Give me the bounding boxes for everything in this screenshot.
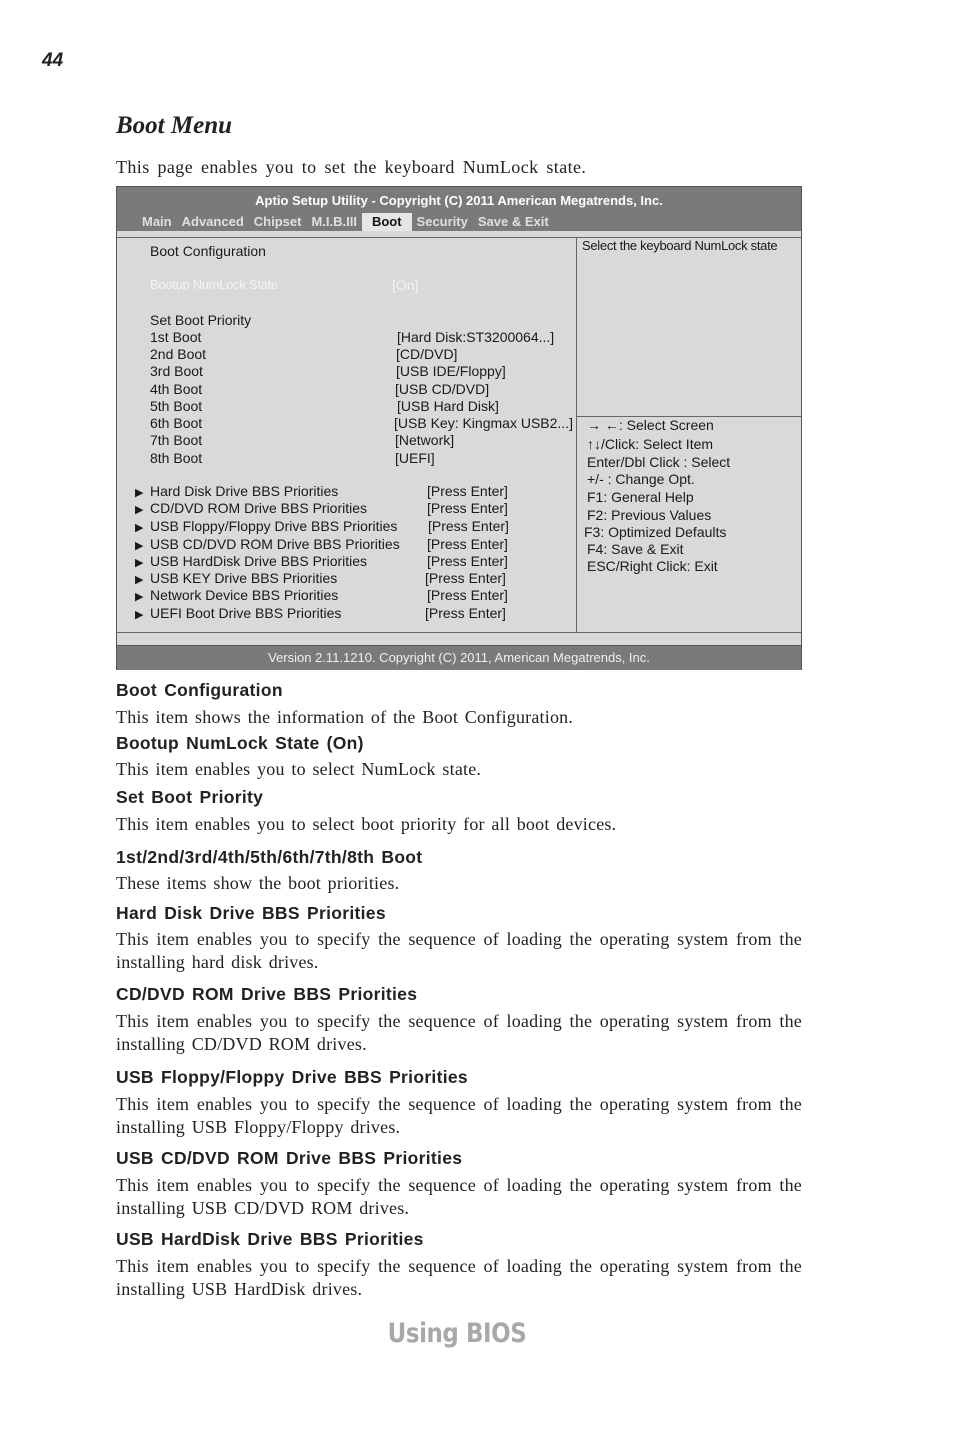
submenu-arrow-icon: ▶ <box>135 540 144 552</box>
tab-chipset[interactable]: Chipset <box>253 214 302 229</box>
tab-boot[interactable]: Boot <box>362 213 412 231</box>
tab-save-exit[interactable]: Save & Exit <box>477 214 549 229</box>
key-help-optimized-defaults: F3: Optimized Defaults <box>584 524 727 540</box>
key-help-previous-values: F2: Previous Values <box>587 507 712 523</box>
key-help-select-screen: → ←: Select Screen <box>587 417 714 433</box>
desc-body-usb-cddvd-bbs: This item enables you to specify the sequence of loading the operating system from the installing USB CD/DVD ROM drives. <box>116 1175 802 1218</box>
boot-order-value-5[interactable]: [USB Hard Disk] <box>397 398 499 414</box>
bbs-item-label-8[interactable]: UEFI Boot Drive BBS Priorities <box>150 605 342 621</box>
item-help-text: Select the keyboard NumLock state <box>582 238 778 253</box>
set-boot-priority-label: Set Boot Priority <box>150 312 252 328</box>
key-help-save-exit: F4: Save & Exit <box>587 541 684 557</box>
tab-main[interactable]: Main <box>142 214 172 229</box>
boot-order-value-3[interactable]: [USB IDE/Floppy] <box>396 363 506 379</box>
boot-order-label-4[interactable]: 4th Boot <box>150 381 203 397</box>
desc-heading-usb-cddvd-bbs: USB CD/DVD ROM Drive BBS Priorities <box>116 1148 463 1168</box>
boot-order-label-3[interactable]: 3rd Boot <box>150 363 203 379</box>
bbs-item-value-7[interactable]: [Press Enter] <box>427 587 508 603</box>
bbs-item-label-6[interactable]: USB KEY Drive BBS Priorities <box>150 570 338 586</box>
bbs-item-label-7[interactable]: Network Device BBS Priorities <box>150 587 339 603</box>
page-number: 44 <box>42 50 64 71</box>
key-help-exit: ESC/Right Click: Exit <box>587 558 718 574</box>
desc-heading-usb-hdd-bbs: USB HardDisk Drive BBS Priorities <box>116 1229 424 1249</box>
bbs-item-value-6[interactable]: [Press Enter] <box>425 570 506 586</box>
boot-configuration-label: Boot Configuration <box>150 243 266 259</box>
bbs-item-value-3[interactable]: [Press Enter] <box>428 518 509 534</box>
desc-heading-usb-floppy-bbs: USB Floppy/Floppy Drive BBS Priorities <box>116 1067 468 1087</box>
bios-vertical-divider <box>576 238 577 632</box>
tab-security[interactable]: Security <box>416 214 468 229</box>
desc-body-usb-floppy-bbs: This item enables you to specify the sequence of loading the operating system from the installing USB Floppy/Floppy drives. <box>116 1094 802 1137</box>
bios-version: Version 2.11.1210. Copyright (C) 2011, American Megatrends, Inc. <box>268 650 650 665</box>
desc-body-numlock: This item enables you to select NumLock state. <box>116 759 482 779</box>
bbs-item-value-8[interactable]: [Press Enter] <box>425 605 506 621</box>
boot-order-value-6[interactable]: [USB Key: Kingmax USB2...] <box>394 415 573 431</box>
key-help-select: Enter/Dbl Click : Select <box>587 454 731 470</box>
intro-text: This page enables you to set the keyboard NumLock state. <box>116 157 587 177</box>
tab-mib[interactable]: M.I.B.III <box>311 214 357 229</box>
desc-body-hdd-bbs: This item enables you to specify the sequence of loading the operating system from the installing hard disk drives. <box>116 929 802 972</box>
submenu-arrow-icon: ▶ <box>135 574 144 586</box>
bios-footer <box>117 645 801 670</box>
boot-order-label-8[interactable]: 8th Boot <box>150 450 203 466</box>
bios-screen <box>116 186 802 670</box>
footer-chapter-title: Using BIOS <box>387 1318 527 1349</box>
bbs-item-value-5[interactable]: [Press Enter] <box>427 553 508 569</box>
bios-tab-bar <box>137 213 554 231</box>
bbs-item-label-4[interactable]: USB CD/DVD ROM Drive BBS Priorities <box>150 536 400 552</box>
desc-heading-hdd-bbs: Hard Disk Drive BBS Priorities <box>116 903 386 923</box>
boot-order-value-8[interactable]: [UEFI] <box>395 450 435 466</box>
desc-heading-numlock: Bootup NumLock State (On) <box>116 733 364 753</box>
key-help-change-opt: +/- : Change Opt. <box>587 471 695 487</box>
bbs-item-value-1[interactable]: [Press Enter] <box>427 483 508 499</box>
numlock-value[interactable]: [On] <box>392 277 419 293</box>
submenu-arrow-icon: ▶ <box>135 487 144 499</box>
boot-order-value-7[interactable]: [Network] <box>395 432 455 448</box>
bbs-item-label-2[interactable]: CD/DVD ROM Drive BBS Priorities <box>150 500 368 516</box>
submenu-arrow-icon: ▶ <box>135 522 144 534</box>
boot-order-value-2[interactable]: [CD/DVD] <box>396 346 458 362</box>
desc-heading-boot-configuration: Boot Configuration <box>116 680 283 700</box>
bios-title: Aptio Setup Utility - Copyright (C) 2011 American Megatrends, Inc. <box>255 193 663 208</box>
numlock-label[interactable]: Bootup NumLock State <box>150 277 278 292</box>
bbs-item-label-3[interactable]: USB Floppy/Floppy Drive BBS Priorities <box>150 518 398 534</box>
submenu-arrow-icon: ▶ <box>135 504 144 516</box>
key-help-general-help: F1: General Help <box>587 489 694 505</box>
boot-order-value-1[interactable]: [Hard Disk:ST3200064...] <box>397 329 555 345</box>
bbs-item-label-5[interactable]: USB HardDisk Drive BBS Priorities <box>150 553 368 569</box>
bbs-item-value-2[interactable]: [Press Enter] <box>427 500 508 516</box>
desc-heading-boot-order: 1st/2nd/3rd/4th/5th/6th/7th/8th Boot <box>116 847 423 867</box>
submenu-arrow-icon: ▶ <box>135 557 144 569</box>
boot-order-label-5[interactable]: 5th Boot <box>150 398 203 414</box>
tab-advanced[interactable]: Advanced <box>181 214 244 229</box>
submenu-arrow-icon: ▶ <box>135 609 144 621</box>
boot-order-label-1[interactable]: 1st Boot <box>150 329 202 345</box>
boot-order-label-6[interactable]: 6th Boot <box>150 415 203 431</box>
boot-order-label-2[interactable]: 2nd Boot <box>150 346 207 362</box>
section-title: Boot Menu <box>116 112 233 139</box>
desc-body-usb-hdd-bbs: This item enables you to specify the sequence of loading the operating system from the installing USB HardDisk drives. <box>116 1256 802 1299</box>
boot-order-value-4[interactable]: [USB CD/DVD] <box>395 381 490 397</box>
bbs-item-value-4[interactable]: [Press Enter] <box>427 536 508 552</box>
bios-header <box>117 187 801 231</box>
key-help-select-item: ↑↓/Click: Select Item <box>587 436 714 452</box>
submenu-arrow-icon: ▶ <box>135 591 144 603</box>
desc-body-boot-configuration: This item shows the information of the Boot Configuration. <box>116 707 574 727</box>
desc-heading-set-boot-priority: Set Boot Priority <box>116 787 264 807</box>
boot-order-label-7[interactable]: 7th Boot <box>150 432 203 448</box>
desc-body-cddvd-bbs: This item enables you to specify the sequence of loading the operating system from the installing CD/DVD ROM drives. <box>116 1011 802 1054</box>
desc-body-boot-order: These items show the boot priorities. <box>116 873 400 893</box>
bbs-item-label-1[interactable]: Hard Disk Drive BBS Priorities <box>150 483 339 499</box>
desc-heading-cddvd-bbs: CD/DVD ROM Drive BBS Priorities <box>116 984 418 1004</box>
desc-body-set-boot-priority: This item enables you to select boot priority for all boot devices. <box>116 814 617 834</box>
